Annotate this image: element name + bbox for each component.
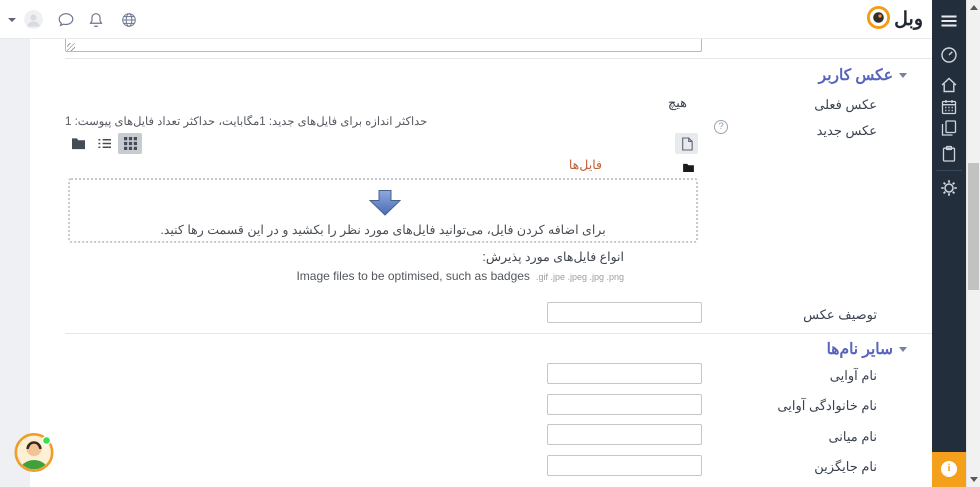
sidebar-divider (936, 170, 962, 171)
caret-down-icon[interactable] (8, 18, 16, 22)
logo-text: وبل (894, 9, 923, 30)
picture-description-input[interactable] (547, 302, 702, 323)
textarea-resize-handle[interactable] (67, 43, 75, 51)
user-avatar[interactable] (24, 10, 43, 29)
alternate-name-label: نام جایگزین (814, 459, 877, 474)
list-view-icon[interactable] (92, 133, 116, 154)
section-divider (65, 58, 955, 59)
home-icon[interactable] (940, 76, 958, 94)
section-divider (65, 333, 955, 334)
files-icon[interactable] (940, 119, 958, 137)
phonetic-last-name-input[interactable] (547, 394, 702, 415)
page-scrollbar[interactable] (966, 0, 980, 487)
clipboard-icon[interactable] (940, 145, 958, 163)
menu-icon[interactable] (940, 12, 958, 30)
section-title: عکس کاربر (818, 67, 893, 84)
info-panel-button[interactable] (932, 452, 966, 487)
scrollbar-thumb[interactable] (968, 163, 979, 290)
middle-name-label: نام میانی (828, 429, 877, 444)
section-header-user-picture[interactable] (819, 66, 907, 85)
section-title: سایر نام‌ها (826, 341, 893, 358)
dashboard-icon[interactable] (940, 46, 958, 64)
calendar-icon[interactable] (940, 98, 958, 116)
accepted-types-desc: Image files to be optimised, such as badges (296, 269, 530, 283)
collapse-caret-icon (899, 73, 907, 78)
dropzone-hint: برای اضافه کردن فایل، می‌توانید فایل‌های مورد نظر را بکشید و در این قسمت رها کنید. (160, 223, 606, 237)
accepted-types-extensions: .gif .jpe .jpeg .jpg .png (535, 272, 624, 282)
topbar (0, 0, 932, 39)
maxsize-note: حداکثر اندازه برای فایل‌های جدید: 1مگابایت، حداکثر تعداد فایل‌های پیوست: 1 (65, 116, 428, 128)
notification-bell-icon[interactable] (87, 11, 105, 29)
language-globe-icon[interactable] (120, 11, 138, 29)
section-header-other-names[interactable] (827, 340, 907, 359)
picture-description-label: توصیف عکس (803, 307, 877, 322)
middle-name-input[interactable] (547, 424, 702, 445)
info-icon: i (941, 461, 957, 477)
current-picture-value: هیچ (667, 95, 687, 110)
grid-view-icon[interactable] (118, 133, 142, 154)
accepted-types-line (296, 269, 624, 283)
right-sidebar (932, 0, 966, 487)
alternate-name-input[interactable] (547, 455, 702, 476)
phonetic-first-name-label: نام آوایی (829, 368, 877, 383)
breadcrumb-folder-icon (683, 159, 694, 168)
breadcrumb-files-link[interactable]: فایل‌ها (568, 158, 602, 172)
phonetic-first-name-input[interactable] (547, 363, 702, 384)
scrollbar-down-arrow[interactable] (970, 477, 978, 482)
chat-icon[interactable] (57, 11, 75, 29)
add-file-icon[interactable] (675, 133, 698, 154)
accepted-types-title: انواع فایل‌های مورد پذیرش: (482, 250, 624, 264)
main-content (30, 0, 932, 487)
collapse-caret-icon (899, 347, 907, 352)
scrollbar-up-arrow[interactable] (970, 5, 978, 10)
filemanager-view-toolbar (66, 133, 142, 154)
download-arrow-icon (367, 190, 403, 216)
help-icon[interactable]: ? (714, 120, 728, 134)
settings-gear-icon[interactable] (940, 179, 958, 197)
folder-view-icon[interactable] (66, 133, 90, 154)
current-picture-label: عکس فعلی (814, 97, 877, 112)
logo-swirl-icon (866, 5, 891, 35)
file-dropzone[interactable] (68, 178, 698, 243)
new-picture-label: عکس جدید (816, 123, 877, 138)
site-logo[interactable] (866, 6, 923, 33)
chat-widget-avatar[interactable] (14, 432, 55, 473)
phonetic-last-name-label: نام خانوادگی آوایی (777, 398, 877, 413)
